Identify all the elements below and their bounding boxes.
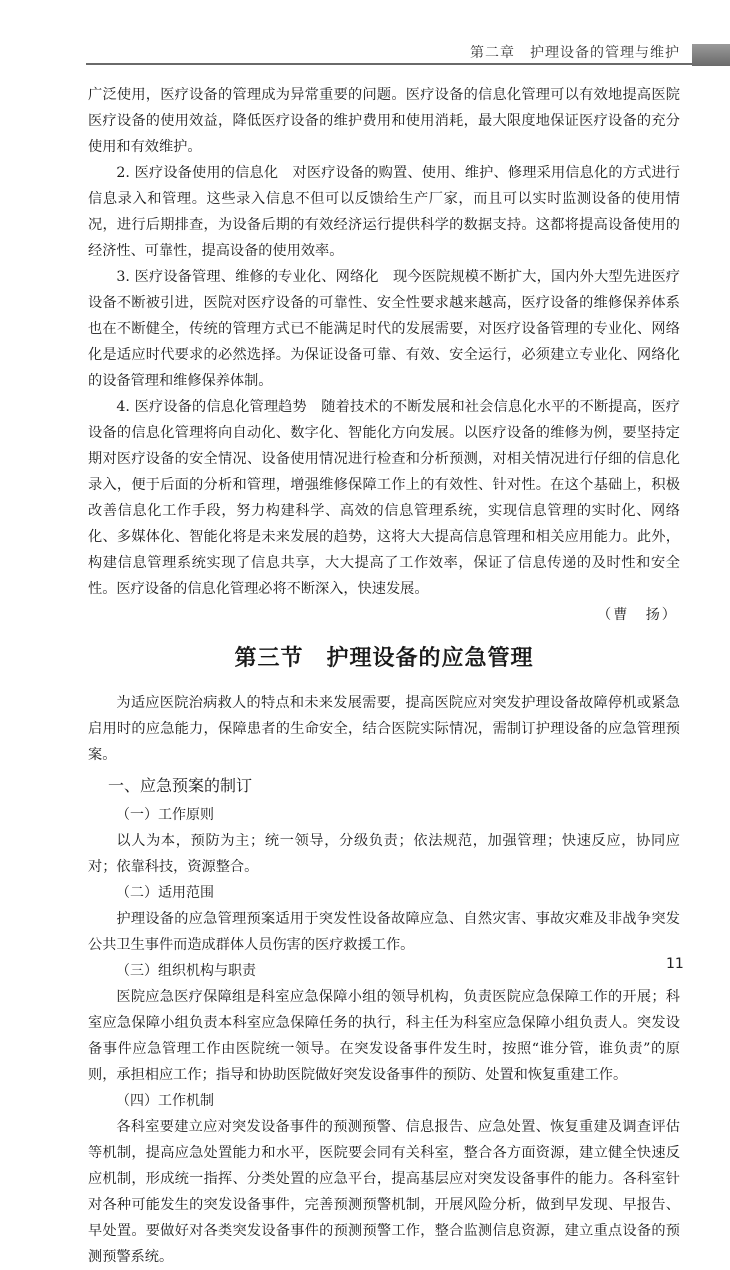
paragraph-continued: 广泛使用，医疗设备的管理成为异常重要的问题。医疗设备的信息化管理可以有效地提高医院医疗设备的使用效益，降低医疗设备的维护费用和使用消耗，最大限度地保证医疗设备的充分使用和有效维护。 bbox=[88, 87, 680, 155]
text-scope: 护理设备的应急管理预案适用于突发性设备故障应急、自然灾害、事故灾难及非战争突发公共卫生事件而造成群体人员伤害的医疗救援工作。 bbox=[88, 911, 680, 953]
section-title: 第三节 护理设备的应急管理 bbox=[234, 646, 534, 671]
header-title: 护理设备的管理与维护 bbox=[530, 45, 680, 61]
subheading-principles: （一）工作原则 bbox=[116, 807, 214, 823]
text-mechanism: 各科室要建立应对突发设备事件的预测预警、信息报告、应急处置、恢复重建及调查评估等机制，提高应急处置能力和水平，医院要会同有关科室，整合各方面资源，建立健全快速反应机制，形成统一指挥、分类处置的应急平台，提高基层应对突发设备事件的能力。各科室针对各种可能发生的突发设备事件，完善预测预警机制，开展风险分析，做到早发现、早报告、早处置。要做好对各类突发设备事件的预测预警工作，整合监测信息资源，建立重点设备的预测预警系统。 bbox=[88, 1119, 680, 1265]
header-tab-mark bbox=[692, 44, 730, 66]
text-principles: 以人为本，预防为主；统一领导，分级负责；依法规范，加强管理；快速反应，协同应对；依靠科技，资源整合。 bbox=[88, 833, 680, 875]
heading-emergency-plan: 一、应急预案的制订 bbox=[108, 776, 253, 795]
author-credit: （曹 扬） bbox=[597, 607, 678, 623]
subheading-organization: （三）组织机构与职责 bbox=[116, 963, 256, 979]
running-header bbox=[470, 42, 680, 62]
subheading-mechanism: （四）工作机制 bbox=[116, 1093, 214, 1109]
subheading-scope: （二）适用范围 bbox=[116, 885, 214, 901]
header-rule bbox=[86, 63, 692, 65]
body-text bbox=[88, 82, 680, 1270]
section-intro: 为适应医院治病救人的特点和未来发展需要，提高医院应对突发护理设备故障停机或紧急启用时的应急能力，保障患者的生命安全，结合医院实际情况，需制订护理设备的应急管理预案。 bbox=[88, 695, 680, 763]
text-organization: 医院应急医疗保障组是科室应急保障小组的领导机构，负责医院应急保障工作的开展；科室应急保障小组负责本科室应急保障任务的执行，科主任为科室应急保障小组负责人。突发设备事件应急管理工作由医院统一领导。在突发设备事件发生时，按照“谁分管，谁负责”的原则，承担相应工作；指导和协助医院做好突发设备事件的预防、处置和恢复重建工作。 bbox=[88, 989, 680, 1083]
paragraph-item-4: 4. 医疗设备的信息化管理趋势 随着技术的不断发展和社会信息化水平的不断提高，医疗设备的信息化管理将向自动化、数字化、智能化方向发展。以医疗设备的维修为例，要坚持定期对医疗设备的安全情况、设备使用情况进行检查和分析预测，对相关情况进行仔细的信息化录入，便于后面的分析和管理，增强维修保障工作上的有效性、针对性。在这个基础上，积极改善信息化工作手段，努力构建科学、高效的信息管理系统，实现信息管理的实时化、网络化、多媒体化、智能化将是未来发展的趋势，这将大大提高信息管理和相关应用能力。此外，构建信息管理系统实现了信息共享，大大提高了工作效率，保证了信息传递的及时性和安全性。医疗设备的信息化管理必将不断深入，快速发展。 bbox=[88, 399, 680, 597]
paragraph-item-2: 2. 医疗设备使用的信息化 对医疗设备的购置、使用、维护、修理采用信息化的方式进行信息录入和管理。这些录入信息不但可以反馈给生产厂家，而且可以实时监测设备的使用情况，进行后期排查，为设备后期的有效经济运行提供科学的数据支持。这都将提高设备使用的经济性、可靠性，提高设备的使用效率。 bbox=[88, 165, 680, 259]
paragraph-item-3: 3. 医疗设备管理、维修的专业化、网络化 现今医院规模不断扩大，国内外大型先进医疗设备不断被引进，医院对医疗设备的可靠性、安全性要求越来越高，医疗设备的维修保养体系也在不断健全，传统的管理方式已不能满足时代的发展需要，对医疗设备管理的专业化、网络化是适应时代要求的必然选择。为保证设备可靠、有效、安全运行，必须建立专业化、网络化的设备管理和维修保养体制。 bbox=[88, 269, 680, 389]
page-number: 11 bbox=[666, 956, 684, 972]
header-chapter: 第二章 bbox=[470, 45, 515, 61]
